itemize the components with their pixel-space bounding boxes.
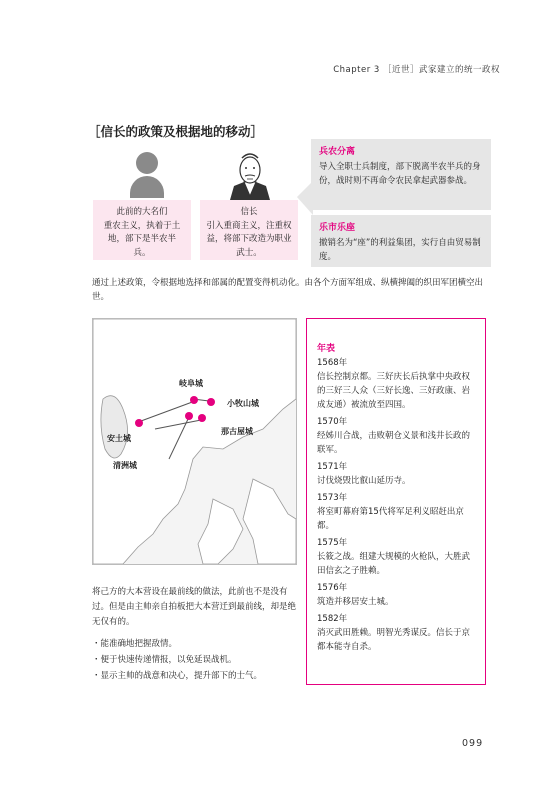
castle-marker-icon (185, 412, 193, 420)
timeline-entry (317, 613, 475, 654)
chapter-header: Chapter 3 ［近世］武家建立的统一政权 (333, 65, 500, 75)
policy-body: 导入全职士兵制度，部下脱离半农半兵的身份，战时则不再命令农民拿起武器参战。 (319, 162, 481, 186)
timeline-year: 1573年 (317, 493, 348, 503)
timeline-entry (317, 357, 475, 412)
body-paragraph: 将己方的大本营设在最前线的做法，此前也不是没有过。但是由主帅亲自拍板把大本营迁到最前线，却是绝无仅有的。 (92, 587, 297, 627)
previous-daimyo-card (93, 200, 191, 260)
policy-box-rakuichi (311, 215, 491, 267)
timeline-entry (317, 416, 475, 457)
page-number: 099 (462, 738, 484, 749)
timeline-text: 信长控制京都。三好庆长后执掌中央政权的三好三人众（三好长逸、三好政康、岩成友通）被流放至四国。 (317, 372, 471, 410)
bullet-text: 显示主帅的战意和决心，提升部下的士气。 (100, 671, 263, 681)
castle-marker-icon (207, 398, 215, 406)
nobunaga-portrait-icon (228, 150, 272, 200)
timeline-title: 年表 (317, 344, 336, 354)
bullet-mark: ・ (92, 671, 101, 681)
list-item (92, 668, 302, 684)
person-silhouette-icon (130, 152, 164, 198)
bullet-mark: ・ (92, 639, 101, 649)
timeline-year: 1582年 (317, 614, 348, 624)
map-label-gifu: 岐阜城 (179, 379, 203, 388)
timeline-year: 1570年 (317, 417, 348, 427)
timeline-entry (317, 492, 475, 533)
timeline-entry (317, 461, 475, 488)
timeline-year: 1576年 (317, 583, 348, 593)
timeline-entry (317, 537, 475, 578)
section-title: ［信长的政策及根据地的移动］ (88, 124, 264, 139)
card-name: 信长 (240, 207, 258, 217)
map-label-nagoya: 那古屋城 (221, 427, 253, 436)
card-text: 重农主义，执着于土地，部下是半农半兵。 (103, 220, 181, 258)
timeline-year: 1575年 (317, 538, 348, 548)
card-name: 此前的大名们 (116, 207, 168, 217)
list-item (92, 652, 302, 668)
map-label-komaki: 小牧山城 (227, 399, 259, 408)
policy-body: 撤销名为“座”的利益集团，实行自由贸易制度。 (319, 238, 481, 262)
map-label-azuchi: 安土城 (107, 434, 131, 443)
castle-marker-icon (190, 396, 198, 404)
card-text: 引入重商主义，注重权益，将部下改造为职业武士。 (206, 220, 292, 258)
list-item (92, 636, 302, 652)
map-label-kiyosu: 清洲城 (113, 461, 137, 470)
timeline-box (306, 318, 486, 685)
timeline-text: 经姊川合战，击败朝仓义景和浅井长政的联军。 (317, 431, 471, 455)
timeline-year: 1568年 (317, 358, 348, 368)
policy-box-heino (311, 139, 491, 210)
timeline-text: 筑造并移居安土城。 (317, 597, 394, 607)
policy-heading: 乐市乐座 (319, 223, 356, 233)
timeline-entry (317, 582, 475, 609)
timeline-entries (317, 357, 485, 654)
bullet-text: 便于快速传递情报，以免延误战机。 (100, 655, 237, 665)
bullet-list (92, 636, 302, 684)
castle-marker-icon (135, 419, 143, 427)
timeline-text: 消灭武田胜赖。明智光秀谋反。信长于京都本能寺自杀。 (317, 628, 471, 652)
timeline-text: 长筱之战。组建大规模的火枪队，大胜武田信玄之子胜赖。 (317, 552, 471, 576)
timeline-text: 将室町幕府第15代将军足利义昭赶出京都。 (317, 507, 464, 531)
policy-heading: 兵农分离 (319, 147, 356, 157)
timeline-year: 1571年 (317, 462, 348, 472)
bullet-text: 能准确地把握敌情。 (100, 639, 178, 649)
timeline-text: 讨伐烧毁比叡山延历寺。 (317, 476, 411, 486)
castle-marker-icon (198, 414, 206, 422)
castle-relocation-map (92, 318, 297, 565)
nobunaga-card (200, 200, 298, 260)
bullet-mark: ・ (92, 655, 101, 665)
intro-paragraph: 通过上述政策，令根据地选择和部属的配置变得机动化。由各个方面军组成、纵横捭阖的织田军团横空出世。 (92, 278, 484, 302)
